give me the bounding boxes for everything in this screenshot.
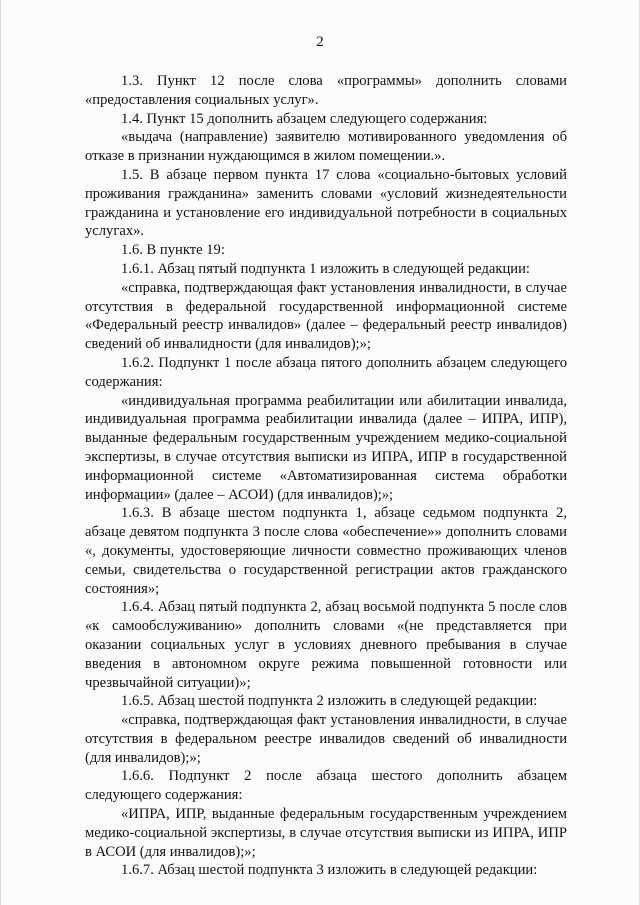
paragraph-1-6: 1.6. В пункте 19: [121,242,225,259]
paragraph-1-6-1: 1.6.1. Абзац пятый подпункта 1 изложить в следующей редакции: [121,260,530,277]
paragraph-1-6-7: 1.6.7. Абзац шестой подпункта 3 изложить в следующей редакции: [121,862,538,879]
paragraph-1-6-1-quote: «справка, подтверждающая факт установления инвалидности, в случае отсутствия в федеральной государственной информационной системе «Федеральный реестр инвалидов» (далее – федеральный реестр инвалидов) сведений об инвалидности (для инвалидов);»; [85,279,567,353]
paragraph-1-6-5: 1.6.5. Абзац шестой подпункта 2 изложить в следующей редакции: [121,693,538,710]
paragraph-1-6-5-quote: «справка, подтверждающая факт установления инвалидности, в случае отсутствия в федеральном реестре инвалидов сведений об инвалидности (для инвалидов);»; [85,712,567,766]
document-body [85,72,567,880]
paragraph-1-4: 1.4. Пункт 15 дополнить абзацем следующего содержания: [121,110,488,127]
paragraph-1-6-2-quote: «индивидуальная программа реабилитации или абилитации инвалида, индивидуальная программа реабилитации инвалида (далее – ИПРА, ИПР), выданные федеральным государственным учреждением медико-социальной экспертизы, в случае отсутствия выписки из ИПРА, ИПР в государственной информационной системе «Автоматизированная система обработки информации» (далее – АСОИ) (для инвалидов);»; [85,392,567,503]
paragraph-1-5: 1.5. В абзаце первом пункта 17 слова «социально-бытовых условий проживания гражданина» заменить словами «условий жизнедеятельности гражданина и установление его индивидуальной потребности в социальных услугах». [85,166,567,240]
paragraph-1-6-6: 1.6.6. Подпункт 2 после абзаца шестого дополнить абзацем следующего содержания: [85,768,567,804]
paragraph-1-6-2: 1.6.2. Подпункт 1 после абзаца пятого дополнить абзацем следующего содержания: [85,354,567,390]
paragraph-1-6-3: 1.6.3. В абзаце шестом подпункта 1, абзаце седьмом подпункта 2, абзаце девятом подпункта 3 после слова «обеспечение»» дополнить словами «, документы, удостоверяющие личности совместно проживающих членов семьи, свидетельства о государственной регистрации актов гражданского состояния»; [85,505,567,597]
paragraph-1-6-6-quote: «ИПРА, ИПР, выданные федеральным государственным учреждением медико-социальной экспертизы, в случае отсутствия выписки из ИПРА, ИПР в АСОИ (для инвалидов);»; [85,806,567,860]
paragraph-1-6-4: 1.6.4. Абзац пятый подпункта 2, абзац восьмой подпункта 5 после слов «к самообслуживанию» дополнить словами «(не представляется при оказании социальных услуг в условиях дневного пребывания в случае введения в автономном округе режима повышенной готовности или чрезвычайной ситуации)»; [85,599,567,691]
paragraph-1-4-quote: «выдача (направление) заявителю мотивированного уведомления об отказе в признании нуждающимся в жилом помещении.». [85,129,567,165]
paragraph-1-3: 1.3. Пункт 12 после слова «программы» дополнить словами «предоставления социальных услуг». [85,73,567,108]
page-number: 2 [316,34,324,50]
